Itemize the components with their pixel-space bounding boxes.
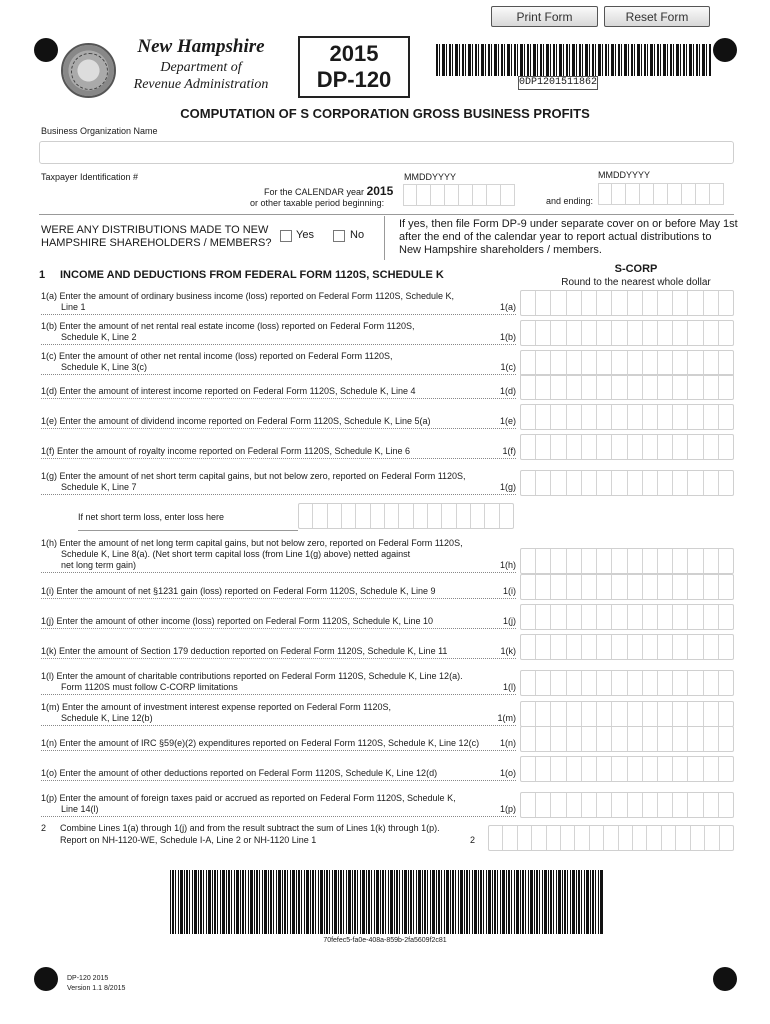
line-2-ref: 2 — [470, 835, 476, 845]
amount-input[interactable] — [520, 574, 734, 600]
registration-mark — [34, 38, 58, 62]
line-2-text-a: Combine Lines 1(a) through 1(j) and from the result subtract the sum of Lines 1(k) through 1(p). — [60, 823, 440, 833]
line-text: 1(c) Enter the amount of other net rental income (loss) reported on Federal Form 1120S, — [41, 351, 393, 361]
begin-format-label: MMDDYYYY — [404, 172, 457, 182]
registration-mark — [34, 967, 58, 991]
form-year: 2015 — [329, 41, 379, 66]
footer-barcode — [170, 870, 604, 934]
amount-input[interactable] — [520, 404, 734, 430]
amount-input[interactable] — [520, 548, 734, 574]
line-ref: 1(a) — [499, 302, 516, 312]
line-2-text-b: Report on NH-1120-WE, Schedule I-A, Line 2 or NH-1120 Line 1 — [60, 835, 317, 845]
amount-input[interactable] — [520, 756, 734, 782]
and-ending-label: and ending: — [546, 196, 594, 206]
period-beginning-label: or other taxable period beginning: — [250, 198, 385, 208]
line-ref: 1(e) — [499, 416, 516, 426]
line-text: 1(f) Enter the amount of royalty income reported on Federal Form 1120S, Schedule K, Line 6 — [41, 446, 411, 456]
line-text: Schedule K, Line 3(c) — [61, 362, 148, 372]
line-text: 1(b) Enter the amount of net rental real estate income (loss) reported on Federal Form 1120S, — [41, 321, 415, 331]
line-ref: 1(f) — [502, 446, 516, 456]
calendar-year-text: For the CALENDAR year 2015 — [264, 184, 394, 198]
line-ref: 1(n) — [499, 738, 516, 748]
line-ref: 1(h) — [499, 560, 516, 570]
end-format-label: MMDDYYYY — [598, 170, 651, 180]
line-text: 1(n) Enter the amount of IRC §59(e)(2) expenditures reported on Federal Form 1120S, Schedule K, Line 12(c) — [41, 738, 480, 748]
reset-form-button[interactable]: Reset Form — [604, 6, 710, 27]
line-text: 1(i) Enter the amount of net §1231 gain (loss) reported on Federal Form 1120S, Schedule K, Line 9 — [41, 586, 436, 596]
amount-input[interactable] — [520, 350, 734, 376]
line-text: Schedule K, Line 7 — [61, 482, 137, 492]
line-text: Form 1120S must follow C-CORP limitations — [61, 682, 238, 692]
registration-mark — [713, 38, 737, 62]
line-text: 1(g) Enter the amount of net short term capital gains, but not below zero, reported on Federal Form 1120S, — [41, 471, 466, 481]
form-guid: 70fefec5-fa0e-408a-859b-2fa5609f2c81 — [323, 937, 447, 944]
amount-input[interactable] — [520, 634, 734, 660]
line-text: 1(a) Enter the amount of ordinary business income (loss) reported on Federal Form 1120S, Schedule K, — [41, 291, 455, 301]
dept-line-2: Revenue Administration — [133, 77, 269, 92]
line-ref: 1(m) — [497, 713, 516, 723]
registration-mark — [713, 967, 737, 991]
form-code: DP-120 — [316, 67, 392, 92]
no-checkbox[interactable] — [333, 230, 345, 242]
end-date-input[interactable] — [598, 183, 724, 205]
amount-input[interactable] — [520, 792, 734, 818]
amount-input[interactable] — [520, 604, 734, 630]
line-2-number: 2 — [41, 823, 47, 833]
line-text: Line 1 — [61, 302, 86, 312]
line-text: 1(l) Enter the amount of charitable contributions reported on Federal Form 1120S, Schedule K, Line 12(a). — [41, 671, 463, 681]
form-id-box — [298, 36, 410, 98]
dept-line-1: Department of — [160, 60, 242, 75]
section-1-title: INCOME AND DEDUCTIONS FROM FEDERAL FORM 1120S, SCHEDULE K — [60, 269, 444, 281]
line-2-input[interactable] — [488, 825, 734, 851]
line-ref: 1(c) — [500, 362, 516, 372]
form-title: COMPUTATION OF S CORPORATION GROSS BUSINESS PROFITS — [180, 106, 590, 121]
short-term-loss-label: If net short term loss, enter loss here — [78, 512, 225, 522]
line-ref: 1(g) — [499, 482, 516, 492]
amount-input[interactable] — [520, 726, 734, 752]
line-text: 1(j) Enter the amount of other income (loss) reported on Federal Form 1120S, Schedule K, Line 10 — [41, 616, 434, 626]
line-ref: 1(k) — [500, 646, 516, 656]
amount-input[interactable] — [520, 670, 734, 696]
amount-input[interactable] — [520, 374, 734, 400]
line-text: 1(e) Enter the amount of dividend income reported on Federal Form 1120S, Schedule K, Line 5(a) — [41, 416, 431, 426]
amount-input[interactable] — [520, 290, 734, 316]
line-text: 1(m) Enter the amount of investment interest expense reported on Federal Form 1120S, — [41, 702, 392, 712]
line-ref: 1(j) — [503, 616, 516, 626]
line-text: Schedule K, Line 2 — [61, 332, 137, 342]
line-text: 1(o) Enter the amount of other deductions reported on Federal Form 1120S, Schedule K, Line 12(d) — [41, 768, 438, 778]
footer-form-version: DP-120 2015 — [67, 975, 109, 982]
state-seal-icon — [61, 43, 116, 98]
amount-input[interactable] — [520, 470, 734, 496]
line-text: 1(h) Enter the amount of net long term capital gains, but not below zero, reported on Federal Form 1120S, — [41, 538, 463, 548]
line-ref: 1(l) — [503, 682, 516, 692]
distributions-question: WERE ANY DISTRIBUTIONS MADE TO NEW HAMPSHIRE SHAREHOLDERS / MEMBERS? — [41, 224, 272, 249]
yes-checkbox[interactable] — [280, 230, 292, 242]
line-text: 1(d) Enter the amount of interest income reported on Federal Form 1120S, Schedule K, Line 4 — [41, 386, 416, 396]
org-name-input[interactable] — [39, 141, 734, 164]
line-text: 1(p) Enter the amount of foreign taxes paid or accrued as reported on Federal Form 1120S, Schedule K, — [41, 793, 456, 803]
org-name-label: Business Organization Name — [41, 126, 158, 136]
line-text: net long term gain) — [61, 560, 137, 570]
print-form-button[interactable]: Print Form — [491, 6, 598, 27]
line-ref: 1(i) — [503, 586, 516, 596]
amount-input[interactable] — [520, 434, 734, 460]
short-term-loss-input[interactable] — [298, 503, 514, 529]
scorp-column-head: S-CORP — [614, 263, 658, 275]
line-ref: 1(o) — [499, 768, 516, 778]
amount-input[interactable] — [520, 701, 734, 727]
line-ref: 1(b) — [499, 332, 516, 342]
section-1-number: 1 — [39, 269, 46, 281]
distributions-note: If yes, then file Form DP-9 under separate cover on or before May 1st after the end of the calendar year to report actual distributions to New Hampshire shareholders / members. — [399, 218, 738, 256]
state-name: New Hampshire — [137, 36, 265, 57]
line-text: Schedule K, Line 12(b) — [61, 713, 153, 723]
line-ref: 1(d) — [499, 386, 516, 396]
line-text: Line 14(l) — [61, 804, 99, 814]
yes-label: Yes — [296, 229, 314, 241]
tin-label: Taxpayer Identification # — [41, 172, 139, 182]
begin-date-input[interactable] — [403, 184, 515, 206]
line-ref: 1(p) — [499, 804, 516, 814]
header-barcode — [436, 44, 711, 76]
barcode-text: 0DP1201511862 — [519, 77, 598, 88]
round-note: Round to the nearest whole dollar — [561, 277, 711, 288]
no-label: No — [350, 229, 365, 241]
line-text: 1(k) Enter the amount of Section 179 deduction reported on Federal Form 1120S, Schedule K, Line 11 — [41, 646, 448, 656]
line-text: Schedule K, Line 8(a). (Net short term capital loss (from Line 1(g) above) netted against — [61, 549, 411, 559]
footer-version: Version 1.1 8/2015 — [67, 985, 126, 992]
amount-input[interactable] — [520, 320, 734, 346]
